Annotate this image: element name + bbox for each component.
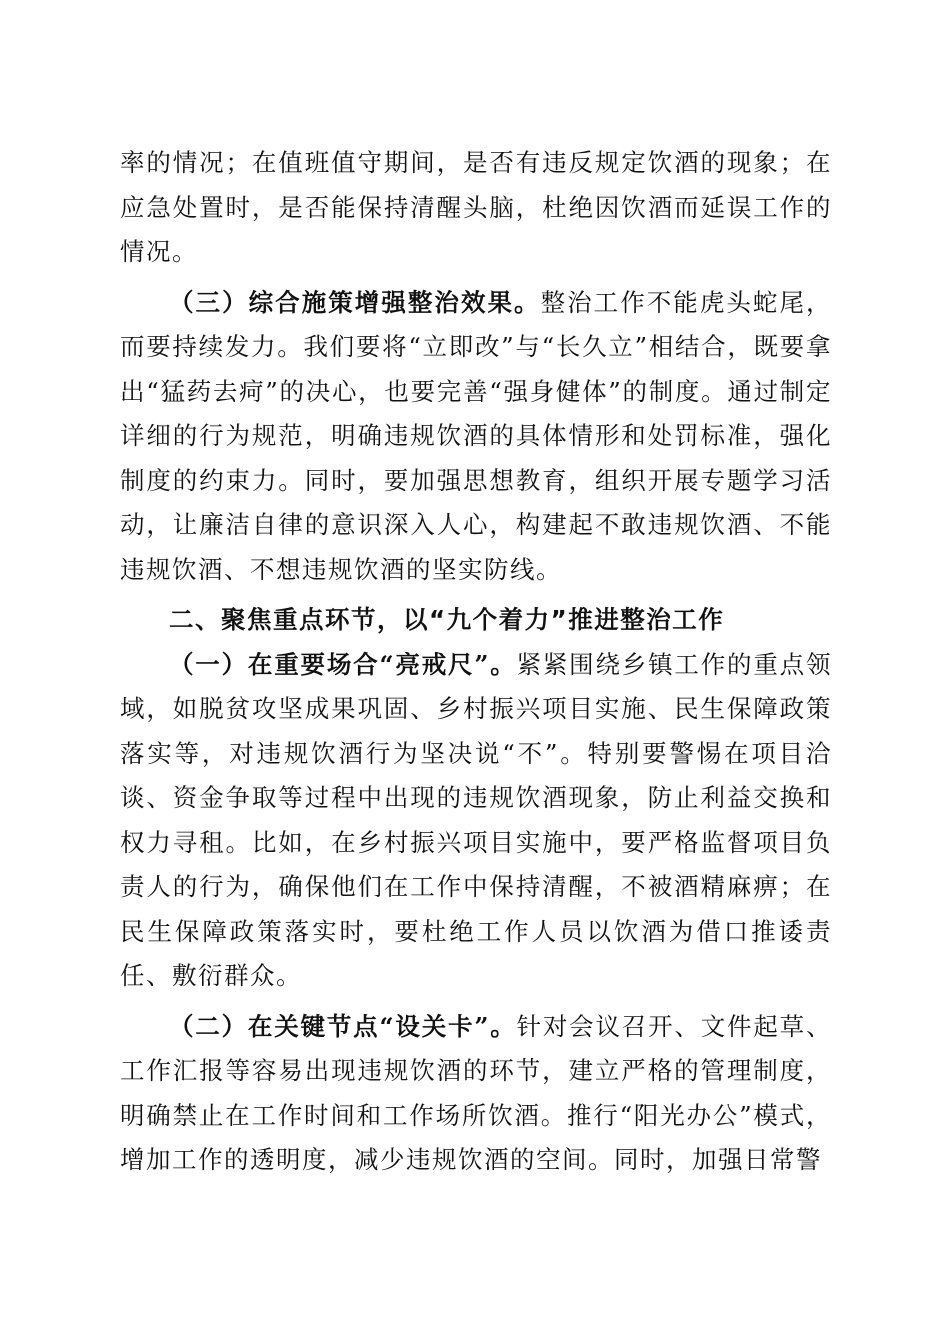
item-1 — [120, 643, 832, 999]
paragraph-3 — [120, 281, 832, 593]
paragraph-3-body: 整治工作不能虎头蛇尾，而要持续发力。我们要将“立即改”与“长久立”相结合，既要拿出“猛药去疴”的决心，也要完善“强身健体”的制度。通过制定详细的行为规范，明确违规饮酒的具体情形和处罚标准，强化制度的约束力。同时，要加强思想教育，组织开展专题学习活动，让廉洁自律的意识深入人心，构建起不敢违规饮酒、不能违规饮酒、不想违规饮酒的坚实防线。 — [120, 287, 833, 584]
item-2-body: 针对会议召开、文件起草、工作汇报等容易出现违规饮酒的环节，建立严格的管理制度，明确禁止在工作时间和工作场所饮酒。推行“阳光办公”模式，增加工作的透明度，减少违规饮酒的空间。同时，加强日常警 — [120, 1011, 832, 1174]
document-body — [120, 141, 832, 1183]
paragraph-3-title: （三）综合施策增强整治效果。 — [169, 287, 541, 317]
item-2 — [120, 1005, 832, 1183]
item-2-title: （二）在关键节点“设关卡”。 — [169, 1011, 517, 1041]
item-1-body: 紧紧围绕乡镇工作的重点领域，如脱贫攻坚成果巩固、乡村振兴项目实施、民生保障政策落实等，对违规饮酒行为坚决说“不”。特别要警惕在项目洽谈、资金争取等过程中出现的违规饮酒现象，防止利益交换和权力寻租。比如，在乡村振兴项目实施中，要严格监督项目负责人的行为，确保他们在工作中保持清醒，不被酒精麻痹；在民生保障政策落实时，要杜绝工作人员以饮酒为借口推诿责任、敷衍群众。 — [120, 649, 832, 990]
paragraph-continued: 率的情况；在值班值守期间，是否有违反规定饮酒的现象；在应急处置时，是否能保持清醒头脑，杜绝因饮酒而延误工作的情况。 — [120, 148, 832, 266]
item-1-title: （一）在重要场合“亮戒尺”。 — [169, 649, 517, 679]
section-2-heading: 二、聚焦重点环节，以“九个着力”推进整治工作 — [169, 605, 725, 634]
